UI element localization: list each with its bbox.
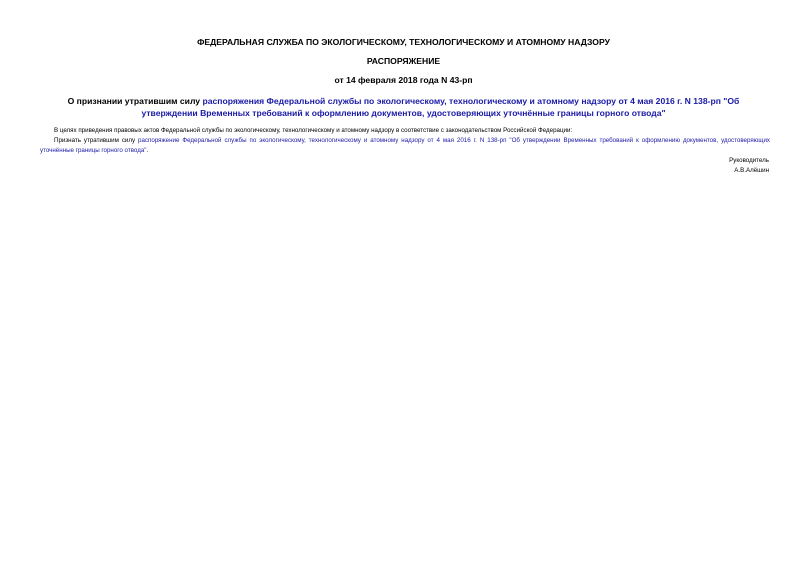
signature-position: Руководитель <box>729 157 769 164</box>
document-date: от 14 февраля 2018 года N 43-рп <box>334 75 473 85</box>
signature-block <box>729 156 769 176</box>
document-title <box>40 95 767 119</box>
paragraph-preamble: В целях приведения правовых актов Федеральной службы по экологическому, технологическому и атомному надзору в соответствие с законодательством Российской Федерации: <box>54 127 573 134</box>
decision-suffix: . <box>146 146 149 154</box>
decision-prefix: Признать утратившим силу <box>54 137 139 144</box>
title-prefix: О признании утратившим силу <box>67 96 203 106</box>
paragraph-decision <box>40 136 770 155</box>
signature-name: А.В.Алёшин <box>734 167 769 174</box>
decision-link[interactable]: распоряжение Федеральной службы по экологическому, технологическому и атомному надзору от 4 мая 2016 г. N 138-рп "Об утверждении Временных требований к оформлению документов, удостоверяющих уточнённые границы горного отвода" <box>40 137 770 154</box>
document-type: РАСПОРЯЖЕНИЕ <box>366 56 441 66</box>
agency-name: ФЕДЕРАЛЬНАЯ СЛУЖБА ПО ЭКОЛОГИЧЕСКОМУ, ТЕХНОЛОГИЧЕСКОМУ И АТОМНОМУ НАДЗОРУ <box>197 37 610 47</box>
title-link[interactable]: распоряжения Федеральной службы по экологическому, технологическому и атомному надзору от 4 мая 2016 г. N 138-рп "Об утверждении Временных требований к оформлению документов, удостоверяющих уточнённые границы горного отвода" <box>141 96 740 118</box>
